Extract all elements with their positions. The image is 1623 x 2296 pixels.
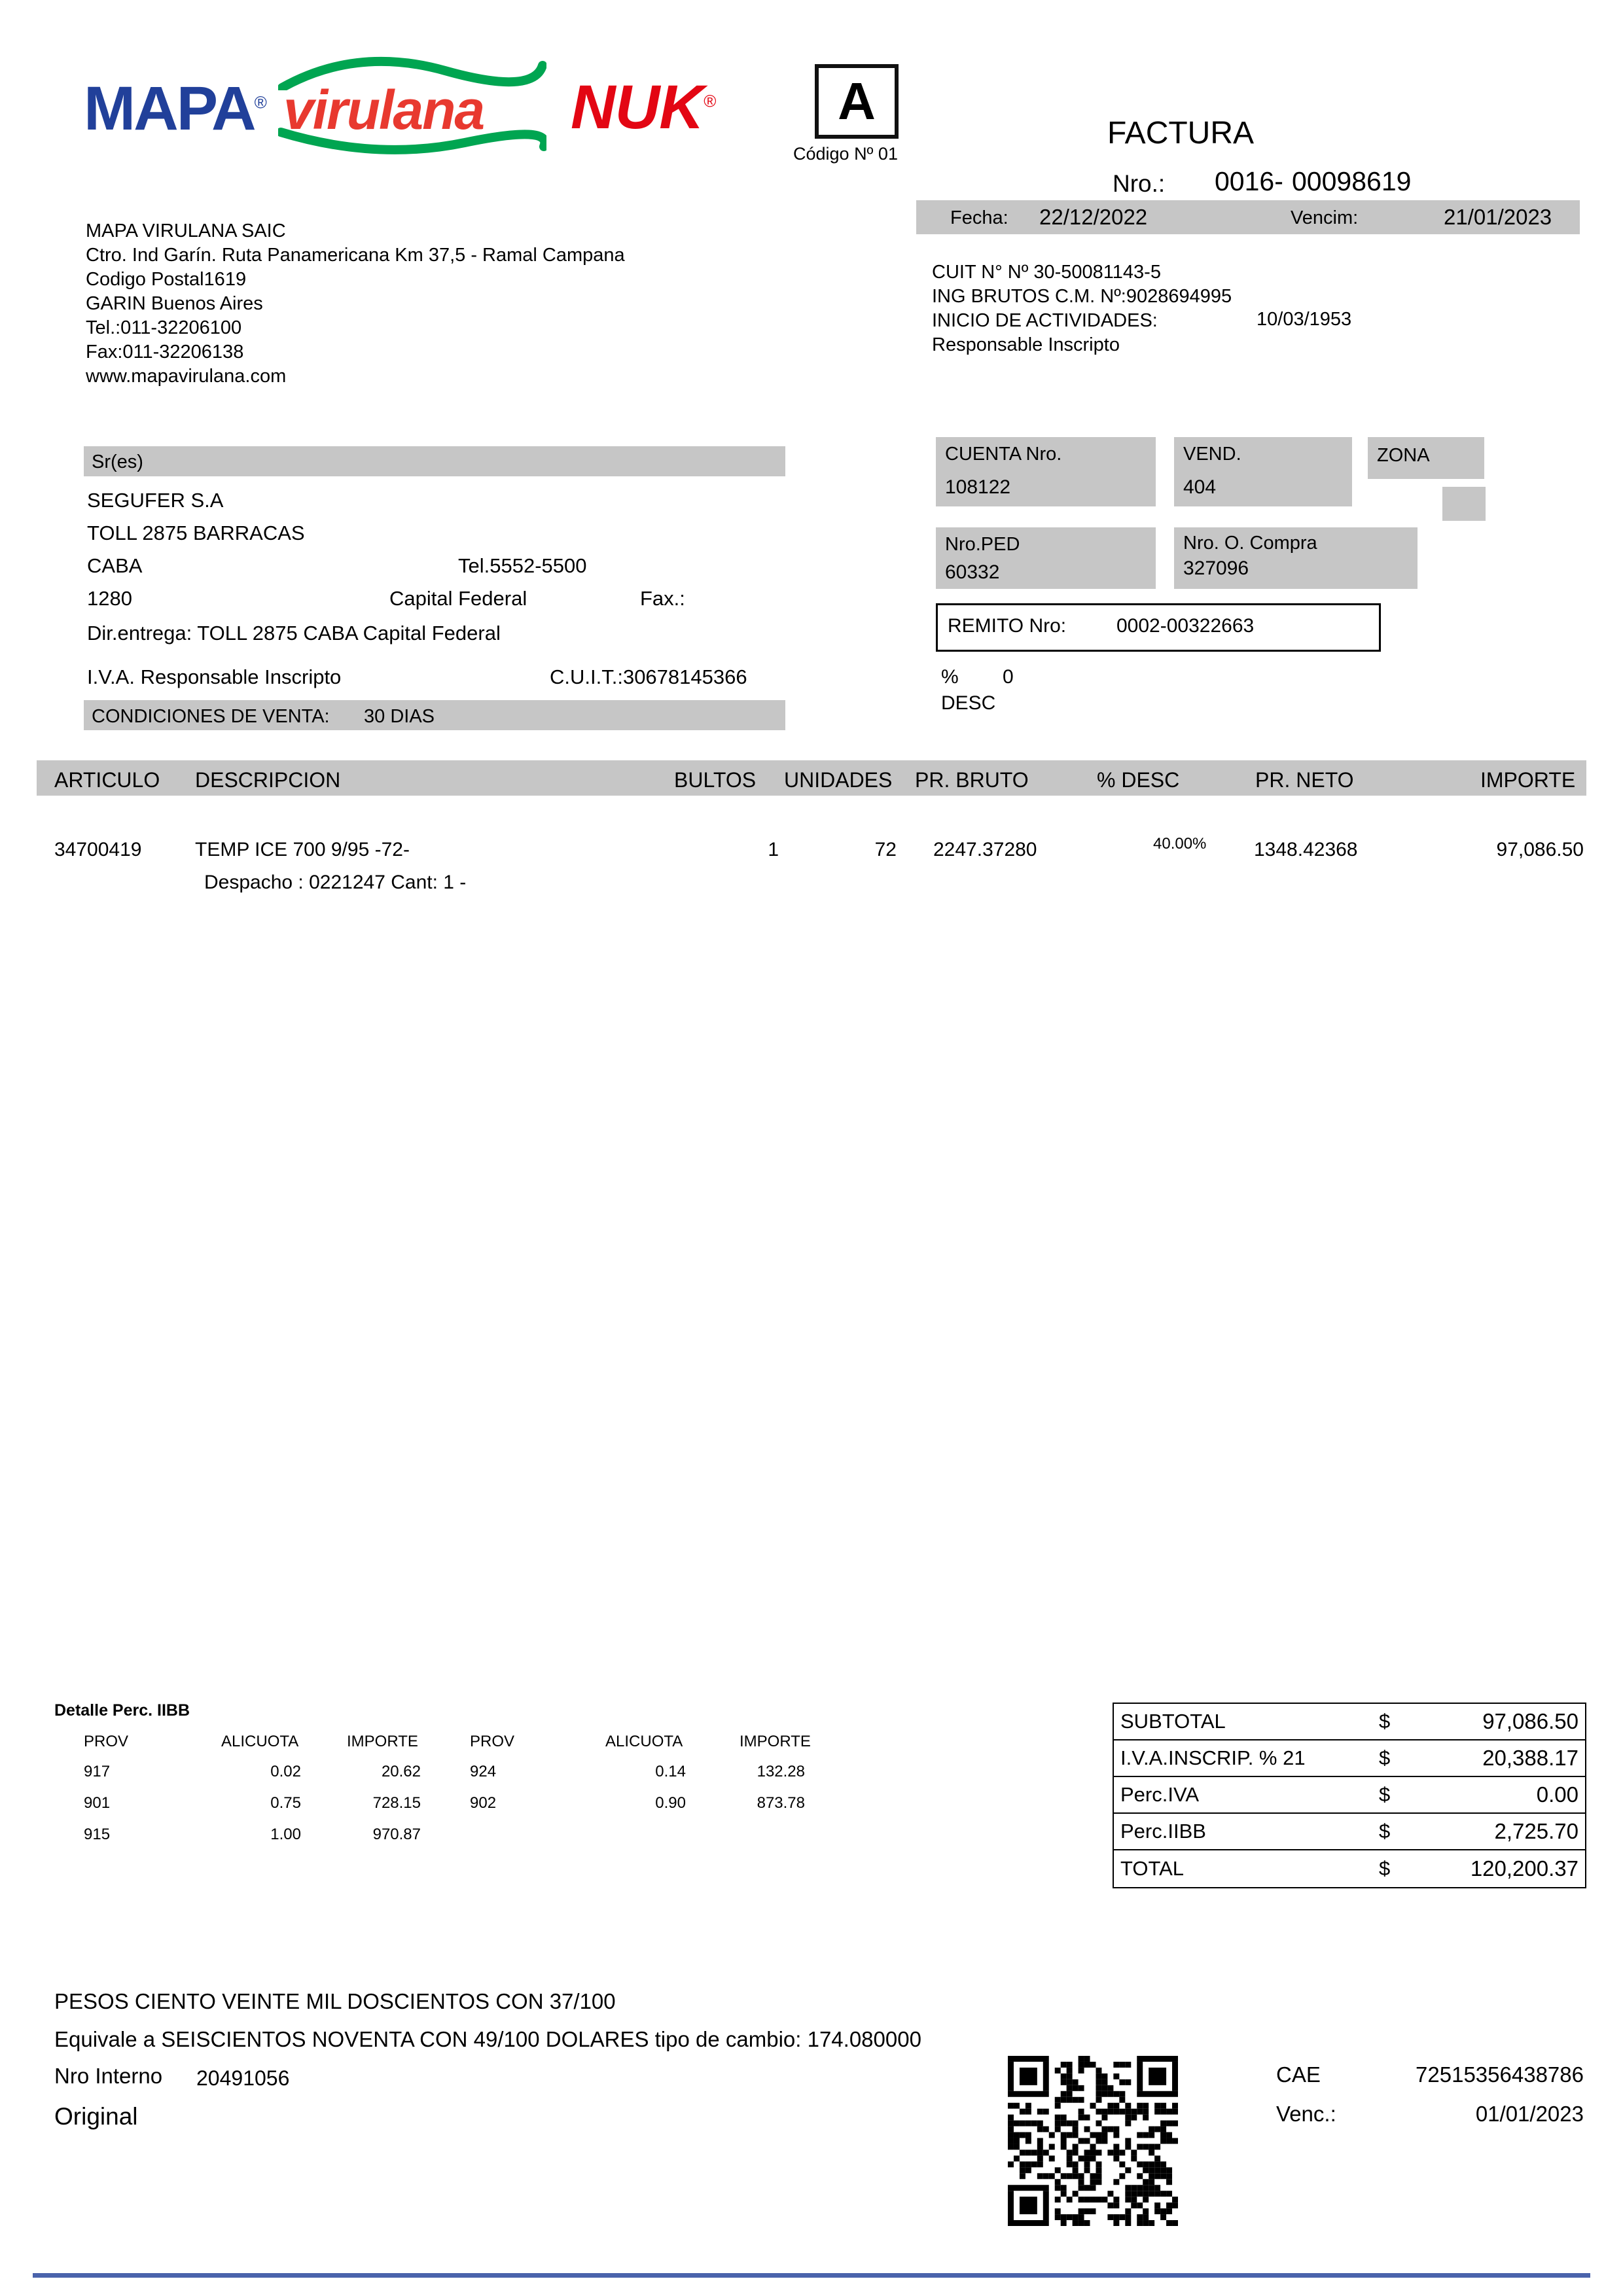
customer-iva-condition: I.V.A. Responsable Inscripto <box>87 665 342 688</box>
mapa-logo <box>84 73 267 145</box>
perc-iva-row <box>1114 1777 1585 1814</box>
customer-address: TOLL 2875 BARRACAS <box>87 521 305 544</box>
currency-sign: $ <box>1379 1820 1391 1843</box>
invoice-number-value: 00098619 <box>1292 166 1412 196</box>
zona-value-box <box>1442 487 1486 521</box>
orden-compra-label: Nro. O. Compra <box>1183 533 1317 554</box>
document-title: FACTURA <box>1107 116 1255 150</box>
invoice-type-letter <box>815 64 899 139</box>
nro-interno-value: 20491056 <box>196 2066 290 2090</box>
mapa-registered-mark: ® <box>254 92 267 113</box>
amount-in-words: PESOS CIENTO VEINTE MIL DOSCIENTOS CON 37/100 <box>54 1989 616 2013</box>
total-label: TOTAL <box>1120 1857 1185 1880</box>
company-postal: Codigo Postal1619 <box>86 269 247 290</box>
zona-label: ZONA <box>1377 445 1430 466</box>
iva-value: 20,388.17 <box>1482 1746 1578 1770</box>
condiciones-label: CONDICIONES DE VENTA: <box>92 706 330 727</box>
company-website: www.mapavirulana.com <box>86 366 287 387</box>
item-unidades: 72 <box>874 839 897 860</box>
mapa-logo-text: MAPA <box>84 74 255 143</box>
perc-importe: 970.87 <box>372 1826 421 1843</box>
perc-importe: 728.15 <box>372 1794 421 1812</box>
perc-alicuota: 1.00 <box>270 1826 301 1843</box>
cuenta-value: 108122 <box>945 476 1011 498</box>
company-tel: Tel.:011-32206100 <box>86 317 242 338</box>
col-header-descripcion: DESCRIPCION <box>195 768 341 792</box>
perc-alicuota: 0.90 <box>655 1794 686 1812</box>
perc-importe: 20.62 <box>381 1763 421 1780</box>
perc-header-importe2: IMPORTE <box>740 1733 811 1750</box>
perc-header-prov2: PROV <box>470 1733 515 1750</box>
company-ing-brutos: ING BRUTOS C.M. Nº:9028694995 <box>932 286 1232 307</box>
item-descripcion: TEMP ICE 700 9/95 -72- <box>195 839 410 860</box>
vend-label: VEND. <box>1183 444 1241 465</box>
perc-alicuota: 0.75 <box>270 1794 301 1812</box>
perc-header-alicuota1: ALICUOTA <box>221 1733 299 1750</box>
invoice-letter-text: A <box>838 72 876 130</box>
iva-label-text: I.V.A.INSCRIP. % <box>1120 1746 1277 1769</box>
perc-prov: 902 <box>470 1794 497 1812</box>
dollar-equivalence: Equivale a SEISCIENTOS NOVENTA CON 49/100 DOLARES tipo de cambio: 174.080000 <box>54 2027 921 2051</box>
total-row <box>1114 1850 1585 1887</box>
col-header-desc-pct: % DESC <box>1097 768 1180 792</box>
subtotal-label: SUBTOTAL <box>1120 1710 1226 1733</box>
inicio-actividades-label: INICIO DE ACTIVIDADES: <box>932 310 1158 331</box>
copy-type: Original <box>54 2103 138 2130</box>
fiscal-block <box>932 260 1232 357</box>
sres-bar <box>84 446 785 476</box>
descuento-label: DESC <box>941 692 996 714</box>
col-header-importe: IMPORTE <box>1480 768 1576 792</box>
vencim-label: Vencim: <box>1291 207 1359 228</box>
qr-code <box>1008 2056 1178 2226</box>
totals-box <box>1113 1703 1586 1888</box>
perc-prov: 924 <box>470 1763 497 1780</box>
pedido-value: 60332 <box>945 561 1000 583</box>
perc-alicuota: 0.02 <box>270 1763 301 1780</box>
descuento-pct-value: 0 <box>1003 666 1014 688</box>
nuk-logo <box>571 72 715 143</box>
col-header-pr-bruto: PR. BRUTO <box>915 768 1029 792</box>
customer-city: CABA <box>87 554 143 577</box>
virulana-wave-bottom-icon <box>278 127 546 157</box>
virulana-logo <box>278 62 546 153</box>
nuk-logo-text: NUK <box>571 73 704 142</box>
perc-prov: 901 <box>84 1794 111 1812</box>
col-header-unidades: UNIDADES <box>784 768 893 792</box>
qr-code-icon <box>1008 2056 1178 2226</box>
iva-rate: 21 <box>1283 1746 1306 1769</box>
perc-iibb-label: Perc.IIBB <box>1120 1820 1206 1843</box>
perc-iva-value: 0.00 <box>1536 1782 1578 1807</box>
company-fax: Fax:011-32206138 <box>86 342 244 362</box>
item-descripcion-line2: Despacho : 0221247 Cant: 1 - <box>204 872 467 893</box>
company-name: MAPA VIRULANA SAIC <box>86 221 286 241</box>
perc-header-prov1: PROV <box>84 1733 129 1750</box>
inicio-actividades-value: 10/03/1953 <box>1257 309 1352 330</box>
codigo-label: Código Nº 01 <box>793 144 898 164</box>
perc-prov: 917 <box>84 1763 111 1780</box>
virulana-logo-text: virulana <box>283 79 484 141</box>
iva-row <box>1114 1740 1585 1777</box>
perc-prov: 915 <box>84 1826 111 1843</box>
delivery-address: Dir.entrega: TOLL 2875 CABA Capital Federal <box>87 622 501 645</box>
company-cuit: CUIT N° Nº 30-50081143-5 <box>932 262 1161 283</box>
customer-tel: Tel.5552-5500 <box>458 554 587 577</box>
cae-label: CAE <box>1276 2062 1321 2087</box>
perc-iibb-value: 2,725.70 <box>1494 1819 1578 1843</box>
cuenta-label: CUENTA Nro. <box>945 444 1062 465</box>
fecha-value: 22/12/2022 <box>1039 205 1148 229</box>
cae-value: 72515356438786 <box>1416 2062 1584 2087</box>
item-pr-neto: 1348.42368 <box>1254 839 1358 860</box>
company-address: Ctro. Ind Garín. Ruta Panamericana Km 37,5 - Ramal Campana <box>86 245 625 266</box>
perc-header-alicuota2: ALICUOTA <box>605 1733 683 1750</box>
currency-sign: $ <box>1379 1746 1391 1769</box>
subtotal-row <box>1114 1704 1585 1740</box>
fecha-label: Fecha: <box>950 207 1008 228</box>
sres-label: Sr(es) <box>92 451 143 472</box>
invoice-number-label: Nro.: <box>1113 170 1166 197</box>
customer-province: Capital Federal <box>389 587 527 610</box>
company-block <box>86 219 662 389</box>
cae-venc-value: 01/01/2023 <box>1475 2102 1584 2126</box>
customer-name: SEGUFER S.A <box>87 489 224 512</box>
customer-cuit: C.U.I.T.:30678145366 <box>550 665 747 688</box>
perc-header-importe1: IMPORTE <box>347 1733 418 1750</box>
currency-sign: $ <box>1379 1857 1391 1880</box>
footer-divider <box>33 2273 1590 2278</box>
col-header-pr-neto: PR. NETO <box>1255 768 1354 792</box>
condiciones-value: 30 DIAS <box>364 706 435 727</box>
col-header-bultos: BULTOS <box>674 768 757 792</box>
item-pr-bruto: 2247.37280 <box>933 839 1037 860</box>
orden-compra-value: 327096 <box>1183 557 1249 579</box>
item-importe: 97,086.50 <box>1496 839 1584 860</box>
customer-zip: 1280 <box>87 587 132 610</box>
remito-value: 0002-00322663 <box>1116 615 1255 637</box>
iva-label <box>1120 1746 1379 1770</box>
remito-label: REMITO Nro: <box>948 615 1067 637</box>
col-header-articulo: ARTICULO <box>54 768 160 792</box>
perc-iibb-total-row <box>1114 1814 1585 1850</box>
total-value: 120,200.37 <box>1470 1856 1578 1881</box>
vencim-value: 21/01/2023 <box>1444 205 1552 229</box>
item-bultos: 1 <box>768 839 779 860</box>
item-articulo: 34700419 <box>54 839 142 860</box>
descuento-pct-label: % <box>941 666 959 688</box>
perc-alicuota: 0.14 <box>655 1763 686 1780</box>
perc-iibb-title: Detalle Perc. IIBB <box>54 1701 190 1720</box>
perc-importe: 873.78 <box>757 1794 805 1812</box>
pedido-label: Nro.PED <box>945 534 1020 555</box>
perc-iva-label: Perc.IVA <box>1120 1783 1200 1806</box>
vend-value: 404 <box>1183 476 1217 498</box>
currency-sign: $ <box>1379 1710 1391 1733</box>
company-city: GARIN Buenos Aires <box>86 293 263 314</box>
item-desc-pct: 40.00% <box>1153 835 1207 853</box>
invoice-number-prefix: 0016- <box>1215 166 1283 196</box>
iva-condition: Responsable Inscripto <box>932 334 1120 355</box>
perc-importe: 132.28 <box>757 1763 805 1780</box>
subtotal-value: 97,086.50 <box>1482 1709 1578 1733</box>
cae-venc-label: Venc.: <box>1276 2102 1336 2126</box>
nuk-registered-mark: ® <box>703 91 715 111</box>
customer-fax-label: Fax.: <box>640 587 685 610</box>
nro-interno-label: Nro Interno <box>54 2064 163 2088</box>
currency-sign: $ <box>1379 1783 1391 1806</box>
